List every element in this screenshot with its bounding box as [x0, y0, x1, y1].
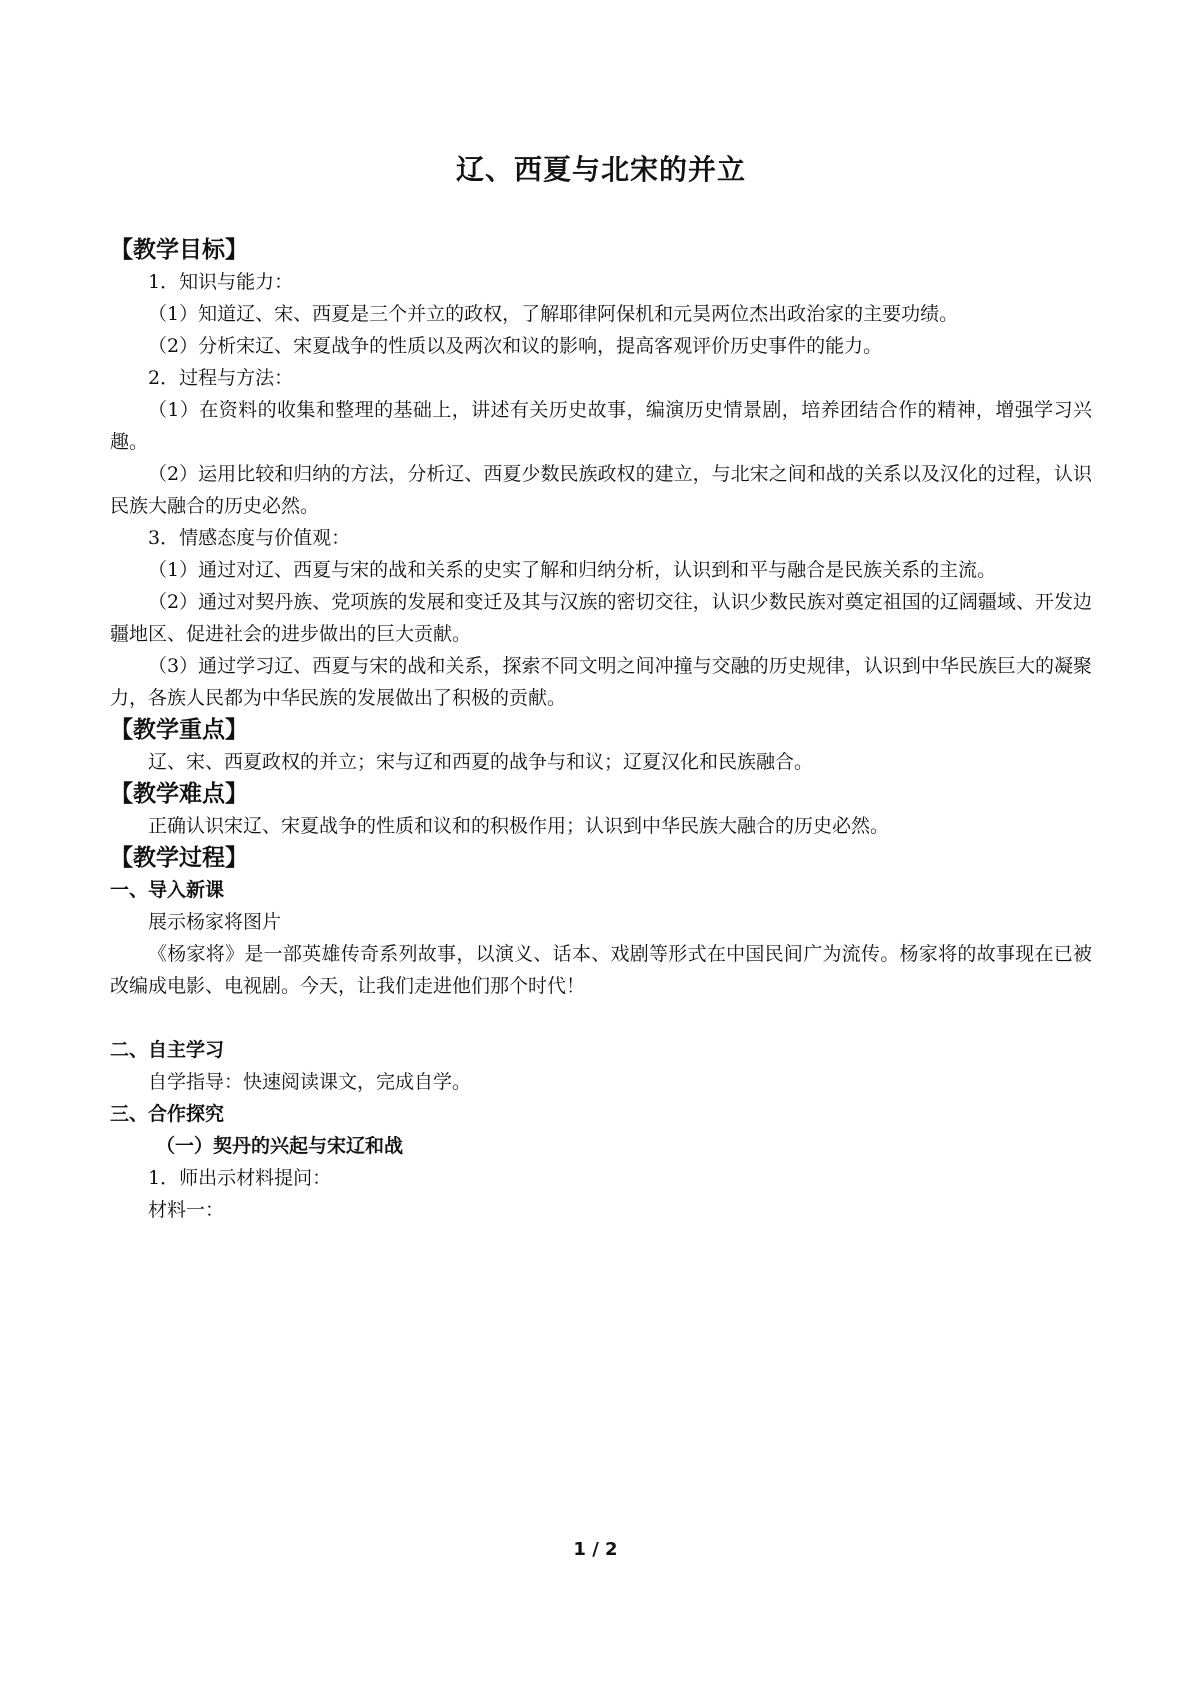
intro-heading: 一、导入新课 — [110, 879, 225, 901]
ability-item-2: （2）分析宋辽、宋夏战争的性质以及两次和议的影响，提高客观评价历史事件的能力。 — [148, 335, 883, 357]
document-title: 辽、西夏与北宋的并立 — [455, 153, 746, 186]
process-method-label: 2．过程与方法： — [148, 367, 294, 389]
ability-item-1: （1）知道辽、宋、西夏是三个并立的政权，了解耶律阿保机和元昊两位杰出政治家的主要功绩。 — [148, 303, 959, 325]
key-points-text: 辽、宋、西夏政权的并立；宋与辽和西夏的战争与和议；辽夏汉化和民族融合。 — [148, 751, 814, 773]
document-body — [110, 150, 1092, 1226]
emotion-item-3: （3）通过学习辽、西夏与宋的战和关系，探索不同文明之间冲撞与交融的历史规律，认识到中华民族巨大的凝聚力，各族人民都为中华民族的发展做出了积极的贡献。 — [110, 655, 1092, 709]
teaching-process-heading: 【教学过程】 — [110, 845, 248, 871]
blank-line — [110, 1002, 1092, 1034]
ability-label: 1．知识与能力： — [148, 271, 294, 293]
process-method-item-2: （2）运用比较和归纳的方法，分析辽、西夏少数民族政权的建立，与北宋之间和战的关系以及汉化的过程，认识民族大融合的历史必然。 — [110, 463, 1092, 517]
emotion-label: 3．情感态度与价值观： — [148, 527, 351, 549]
intro-line-2: 《杨家将》是一部英雄传奇系列故事，以演义、话本、戏剧等形式在中国民间广为流传。杨家将的故事现在已被改编成电影、电视剧。今天，让我们走进他们那个时代！ — [110, 943, 1092, 997]
objectives-heading: 【教学目标】 — [110, 237, 248, 263]
emotion-item-1: （1）通过对辽、西夏与宋的战和关系的史实了解和归纳分析，认识到和平与融合是民族关系的主流。 — [148, 559, 997, 581]
page-number: 1 / 2 — [573, 1539, 618, 1560]
process-method-item-1: （1）在资料的收集和整理的基础上，讲述有关历史故事，编演历史情景剧，培养团结合作的精神，增强学习兴趣。 — [110, 399, 1092, 453]
difficulties-text: 正确认识宋辽、宋夏战争的性质和议和的积极作用；认识到中华民族大融合的历史必然。 — [148, 815, 890, 837]
cooperation-line-2: 材料一： — [148, 1199, 225, 1221]
emotion-item-2: （2）通过对契丹族、党项族的发展和变迁及其与汉族的密切交往，认识少数民族对奠定祖国的辽阔疆域、开发边疆地区、促进社会的进步做出的巨大贡献。 — [110, 591, 1092, 645]
cooperation-line-1: 1．师出示材料提问： — [148, 1167, 332, 1189]
difficulties-heading: 【教学难点】 — [110, 781, 248, 807]
cooperation-subheading: （一）契丹的兴起与宋辽和战 — [156, 1135, 404, 1157]
self-study-line-1: 自学指导：快速阅读课文，完成自学。 — [148, 1071, 472, 1093]
self-study-heading: 二、自主学习 — [110, 1039, 225, 1061]
key-points-heading: 【教学重点】 — [110, 717, 248, 743]
intro-line-1: 展示杨家将图片 — [148, 911, 282, 933]
cooperation-heading: 三、合作探究 — [110, 1103, 225, 1125]
